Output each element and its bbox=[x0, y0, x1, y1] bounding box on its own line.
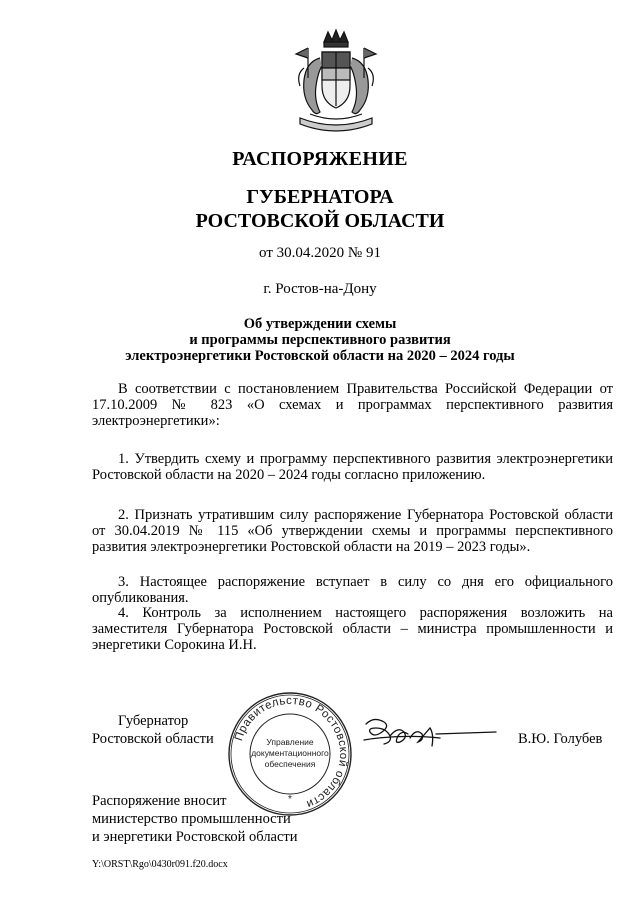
stamp-inner-line-3: обеспечения bbox=[264, 759, 316, 769]
handwritten-signature bbox=[360, 712, 500, 762]
submitter-line-2: министерство промышленности bbox=[92, 811, 291, 827]
document-subject bbox=[0, 316, 640, 364]
city: г. Ростов-на-Дону bbox=[263, 281, 377, 297]
stamp-inner-line-1: Управление bbox=[266, 737, 314, 747]
file-path: Y:\ORST\Rgo\0430r091.f20.docx bbox=[92, 859, 228, 870]
issuer-line-1: ГУБЕРНАТОРА bbox=[246, 186, 394, 208]
document-type-title: РАСПОРЯЖЕНИЕ bbox=[232, 148, 408, 170]
intro-paragraph: В соответствии с постановлением Правительства Российской Федерации от 17.10.2009 № 823 «О схемах и программах перспективного развития электроэнергетики»: bbox=[92, 381, 613, 429]
item-1: 1. Утвердить схему и программу перспективного развития электроэнергетики Ростовской области на 2020 – 2024 годы согласно приложению. bbox=[92, 451, 613, 483]
stamp-star: * bbox=[288, 794, 292, 805]
issuer-title bbox=[0, 185, 640, 233]
submitter-line-3: и энергетики Ростовской области bbox=[92, 829, 298, 845]
item-2: 2. Признать утратившим силу распоряжение Губернатора Ростовской области от 30.04.2019 № 115 «Об утверждении схемы и программы перспективного развития электроэнергетики Ростовской области на 2019 – 2023 годы». bbox=[92, 507, 613, 555]
item-4: 4. Контроль за исполнением настоящего распоряжения возложить на заместителя Губернатора Ростовской области – министра промышленности и энергетики Сорокина И.Н. bbox=[92, 605, 613, 653]
position-line-2: Ростовской области bbox=[92, 731, 214, 747]
issuer-line-2: РОСТОВСКОЙ ОБЛАСТИ bbox=[195, 210, 445, 232]
submitter-line-1: Распоряжение вносит bbox=[92, 793, 227, 809]
stamp-inner-line-2: документационного bbox=[251, 748, 329, 758]
date-number: от 30.04.2020 № 91 bbox=[259, 245, 381, 261]
subject-line-3: электроэнергетики Ростовской области на 2020 – 2024 годы bbox=[125, 348, 515, 364]
signer-position bbox=[92, 712, 232, 748]
submitter-note bbox=[92, 792, 352, 846]
subject-line-2: и программы перспективного развития bbox=[189, 332, 451, 348]
item-3: 3. Настоящее распоряжение вступает в силу со дня его официального опубликования. bbox=[92, 574, 613, 606]
position-line-1: Губернатор bbox=[118, 713, 189, 729]
coat-of-arms-icon bbox=[286, 28, 386, 140]
subject-line-1: Об утверждении схемы bbox=[243, 316, 397, 332]
stamp-outer-text: Правительство Ростовской области bbox=[232, 694, 350, 811]
signer-name: В.Ю. Голубев bbox=[518, 731, 603, 747]
